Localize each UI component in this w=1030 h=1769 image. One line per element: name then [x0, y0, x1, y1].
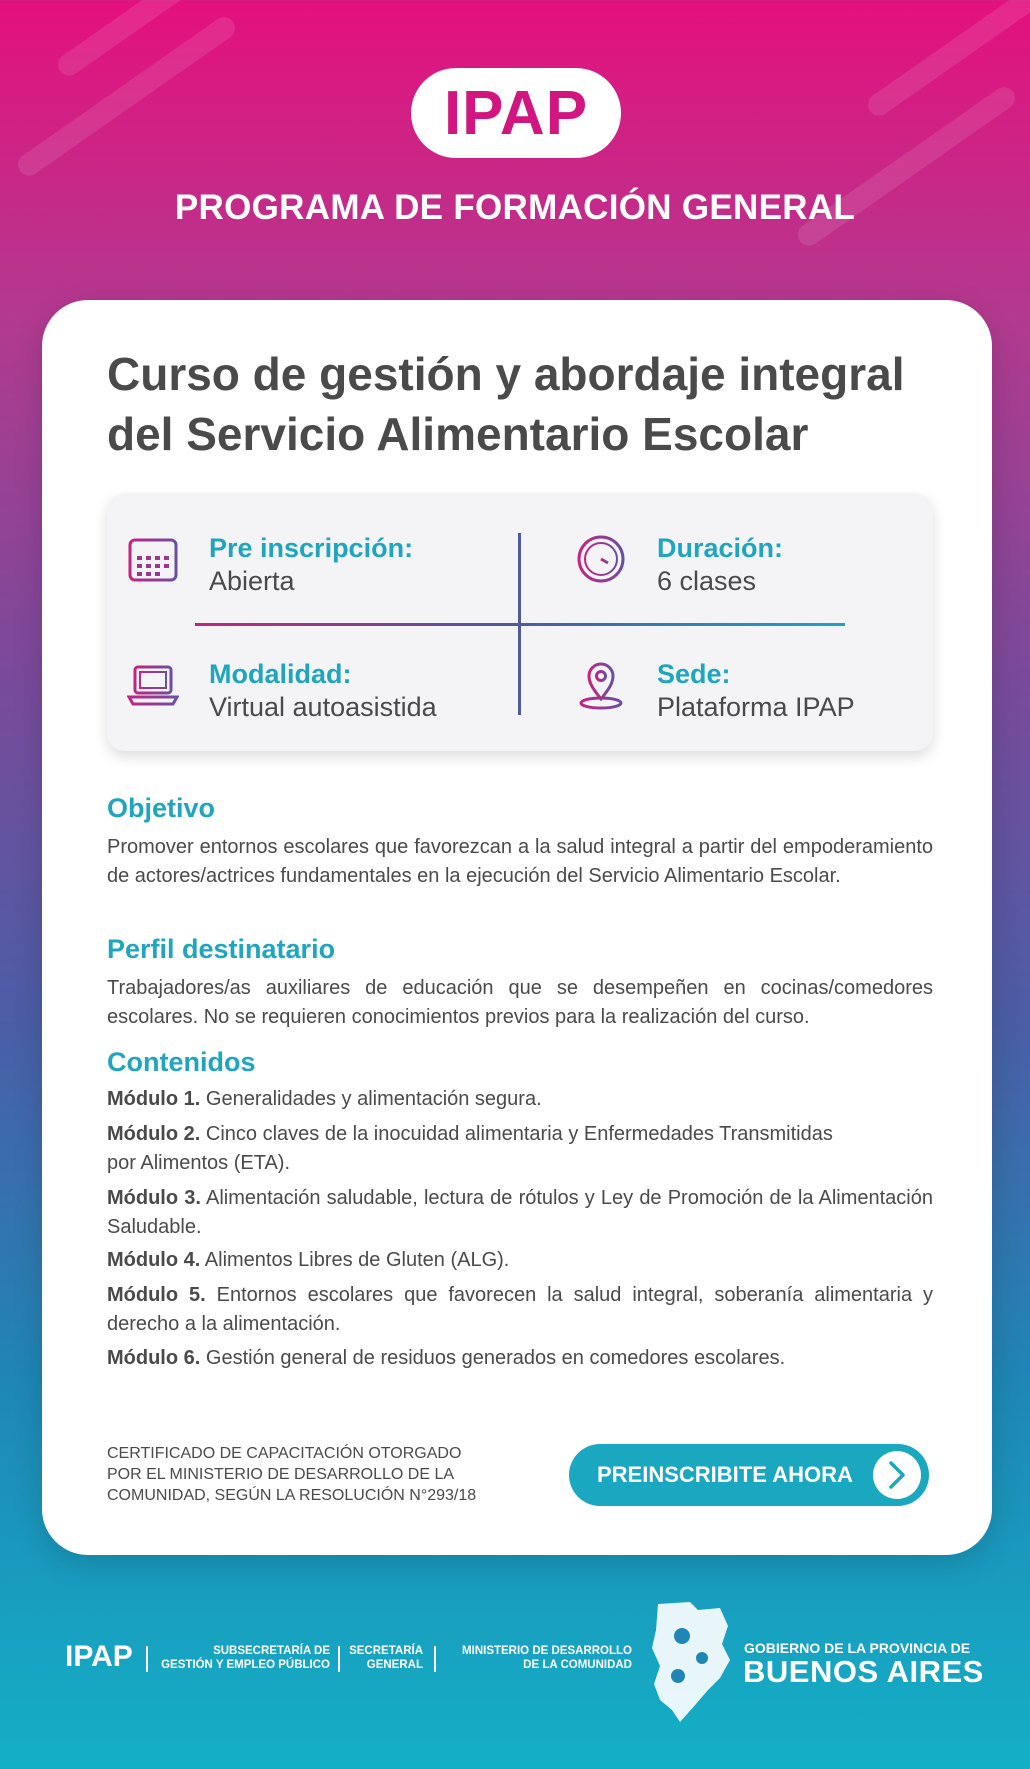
- course-title: Curso de gestión y abordaje integral del Servicio Alimentario Escolar: [107, 348, 905, 460]
- footer-gobierno: GOBIERNO DE LA PROVINCIA DE: [744, 1640, 971, 1656]
- perfil-text: Trabajadores/as auxiliares de educación que se desempeñen en cocinas/comedores escolares. No se requieren conocimientos previos para la realización del curso.: [107, 977, 933, 1028]
- module-item: Módulo 2. Cinco claves de la inocuidad alimentaria y Enfermedades Transmitidas por Alimentos (ETA).: [107, 1123, 833, 1174]
- info-label: Duración:: [657, 533, 784, 563]
- preinscribite-button[interactable]: [569, 1444, 929, 1506]
- certificate-note: CERTIFICADO DE CAPACITACIÓN OTORGADO POR EL MINISTERIO DE DESARROLLO DE LA COMUNIDAD, SEGÚN LA RESOLUCIÓN N°293/18: [107, 1445, 477, 1504]
- info-label: Pre inscripción:: [209, 533, 414, 563]
- calendar-icon: [127, 533, 179, 585]
- footer: [0, 1590, 1030, 1740]
- buenos-aires-map-icon: [650, 1600, 732, 1724]
- preinscribite-label[interactable]: PREINSCRIBITE AHORA: [597, 1462, 853, 1487]
- contenidos-heading: Contenidos: [107, 1047, 256, 1077]
- module-item: Módulo 3. Alimentación saludable, lectura de rótulos y Ley de Promoción de la Alimentación Saludable.: [107, 1187, 933, 1238]
- ipap-logo: IPAP: [411, 68, 621, 158]
- info-value: Abierta: [209, 566, 295, 596]
- divider-horizontal: [521, 623, 845, 626]
- info-value: 6 clases: [657, 566, 757, 596]
- module-item: Módulo 4. Alimentos Libres de Gluten (ALG).: [107, 1249, 510, 1271]
- laptop-icon: [127, 659, 179, 711]
- footer-divider: [338, 1646, 340, 1672]
- objetivo-text: Promover entornos escolares que favorezcan a la salud integral a partir del empoderamiento de actores/actrices fundamentales en la ejecución del Servicio Alimentario Escolar.: [107, 836, 933, 887]
- location-pin-icon: [575, 659, 627, 711]
- info-value: Plataforma IPAP: [657, 692, 855, 722]
- module-item: Módulo 6. Gestión general de residuos generados en comedores escolares.: [107, 1347, 786, 1369]
- module-item: Módulo 1. Generalidades y alimentación segura.: [107, 1088, 542, 1110]
- program-title: PROGRAMA DE FORMACIÓN GENERAL: [174, 188, 856, 227]
- module-item: Módulo 5. Entornos escolares que favorecen la salud integral, soberanía alimentaria y derecho a la alimentación.: [107, 1284, 933, 1335]
- footer-buenos-aires: BUENOS AIRES: [743, 1654, 984, 1689]
- clock-icon: [575, 533, 627, 585]
- footer-secretaria: SECRETARÍA GENERAL: [349, 1645, 423, 1671]
- footer-ministerio: MINISTERIO DE DESARROLLO DE LA COMUNIDAD: [462, 1645, 632, 1671]
- divider-horizontal: [195, 623, 521, 626]
- perfil-heading: Perfil destinatario: [107, 934, 336, 964]
- decorative-stripe: [14, 13, 240, 180]
- course-card: [42, 300, 992, 1555]
- chevron-right-icon[interactable]: [873, 1451, 921, 1499]
- info-value: Virtual autoasistida: [209, 692, 437, 722]
- footer-divider: [146, 1646, 148, 1672]
- info-label: Sede:: [657, 659, 731, 689]
- footer-subsecretaria: SUBSECRETARÍA DE GESTIÓN Y EMPLEO PÚBLICO: [161, 1645, 330, 1671]
- footer-divider: [434, 1646, 436, 1672]
- info-label: Modalidad:: [209, 659, 352, 689]
- course-info-box: [107, 493, 933, 751]
- footer-ipap-logo: IPAP: [65, 1640, 133, 1673]
- objetivo-heading: Objetivo: [107, 793, 216, 823]
